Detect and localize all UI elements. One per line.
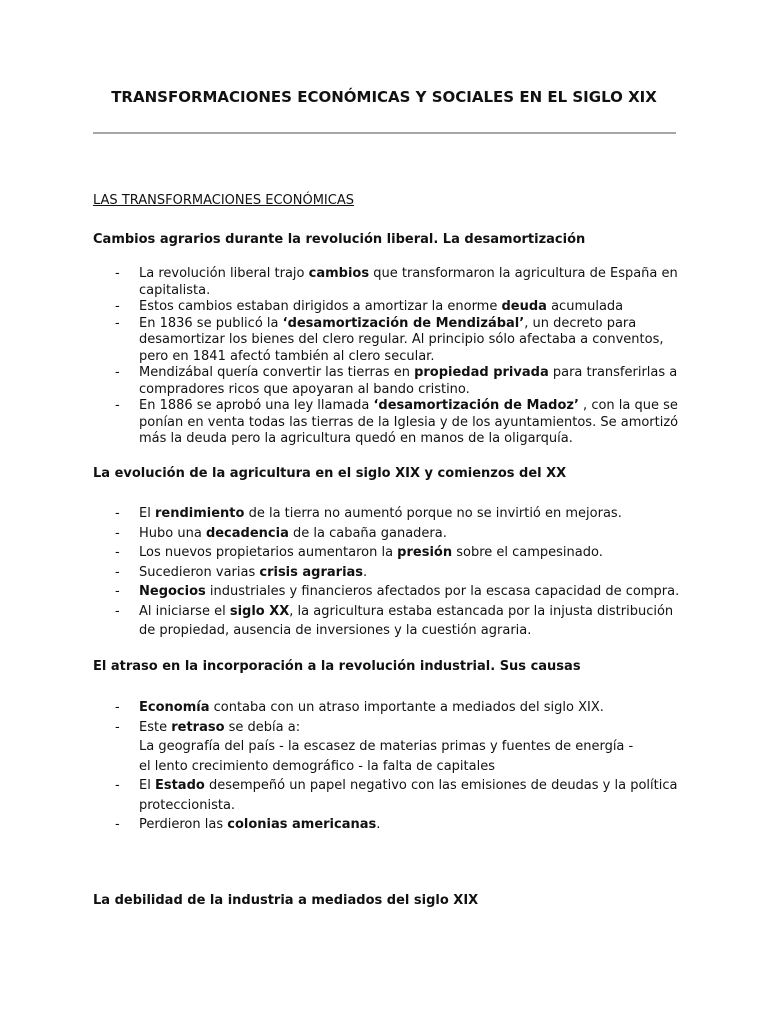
- subheading-evolucion-agricultura: La evolución de la agricultura en el siglo XIX y comienzos del XX: [93, 466, 567, 481]
- list-item: - En 1886 se aprobó una ley llamada ‘desamortización de Madoz’ , con la que se ponían en venta todas las tierras de la Iglesia y de los ayuntamientos. Se amortizó más la deuda pero la agricultura quedó en manos de la oligarquía.: [93, 398, 683, 448]
- list-item: - Este retraso se debía a: La geografía del país - la escasez de materias primas y fuentes de energía - el lento crecimiento demográfico - la falta de capitales: [93, 718, 683, 777]
- list-item: - Los nuevos propietarios aumentaron la presión sobre el campesinado.: [93, 543, 683, 563]
- list-item: - El Estado desempeñó un papel negativo con las emisiones de deudas y la política proteccionista.: [93, 776, 683, 815]
- subheading-atraso-industrial: El atraso en la incorporación a la revolución industrial. Sus causas: [93, 659, 581, 674]
- list-item: - Estos cambios estaban dirigidos a amortizar la enorme deuda acumulada: [93, 299, 683, 316]
- list-item: - Al iniciarse el siglo XX, la agricultura estaba estancada por la injusta distribución de propiedad, ausencia de inversiones y la cuestión agraria.: [93, 602, 683, 641]
- list-item: - Sucedieron varias crisis agrarias.: [93, 563, 683, 583]
- section-heading: LAS TRANSFORMACIONES ECONÓMICAS: [93, 193, 354, 208]
- list-item: - Negocios industriales y financieros afectados por la escasa capacidad de compra.: [93, 582, 683, 602]
- list-atraso-industrial: [93, 698, 683, 835]
- list-item: - Mendizábal quería convertir las tierras en propiedad privada para transferirlas a compradores ricos que apoyaran al bando cristino.: [93, 365, 683, 398]
- page-title: TRANSFORMACIONES ECONÓMICAS Y SOCIALES EN EL SIGLO XIX: [111, 88, 657, 106]
- subheading-debilidad-industria: La debilidad de la industria a mediados del siglo XIX: [93, 893, 479, 908]
- list-item: - Hubo una decadencia de la cabaña ganadera.: [93, 524, 683, 544]
- list-item: - La revolución liberal trajo cambios que transformaron la agricultura de España en capitalista.: [93, 266, 683, 299]
- list-item: - El rendimiento de la tierra no aumentó porque no se invirtió en mejoras.: [93, 504, 683, 524]
- list-item: - Economía contaba con un atraso importante a mediados del siglo XIX.: [93, 698, 683, 718]
- horizontal-divider: [93, 132, 676, 134]
- list-item: - En 1836 se publicó la ‘desamortización de Mendizábal’, un decreto para desamortizar los bienes del clero regular. Al principio sólo afectaba a conventos, pero en 1841 afectó también al clero secular.: [93, 316, 683, 366]
- list-cambios-agrarios: [93, 266, 683, 448]
- list-evolucion-agricultura: [93, 504, 683, 641]
- subheading-cambios-agrarios: Cambios agrarios durante la revolución liberal. La desamortización: [93, 232, 586, 247]
- list-item: - Perdieron las colonias americanas.: [93, 815, 683, 835]
